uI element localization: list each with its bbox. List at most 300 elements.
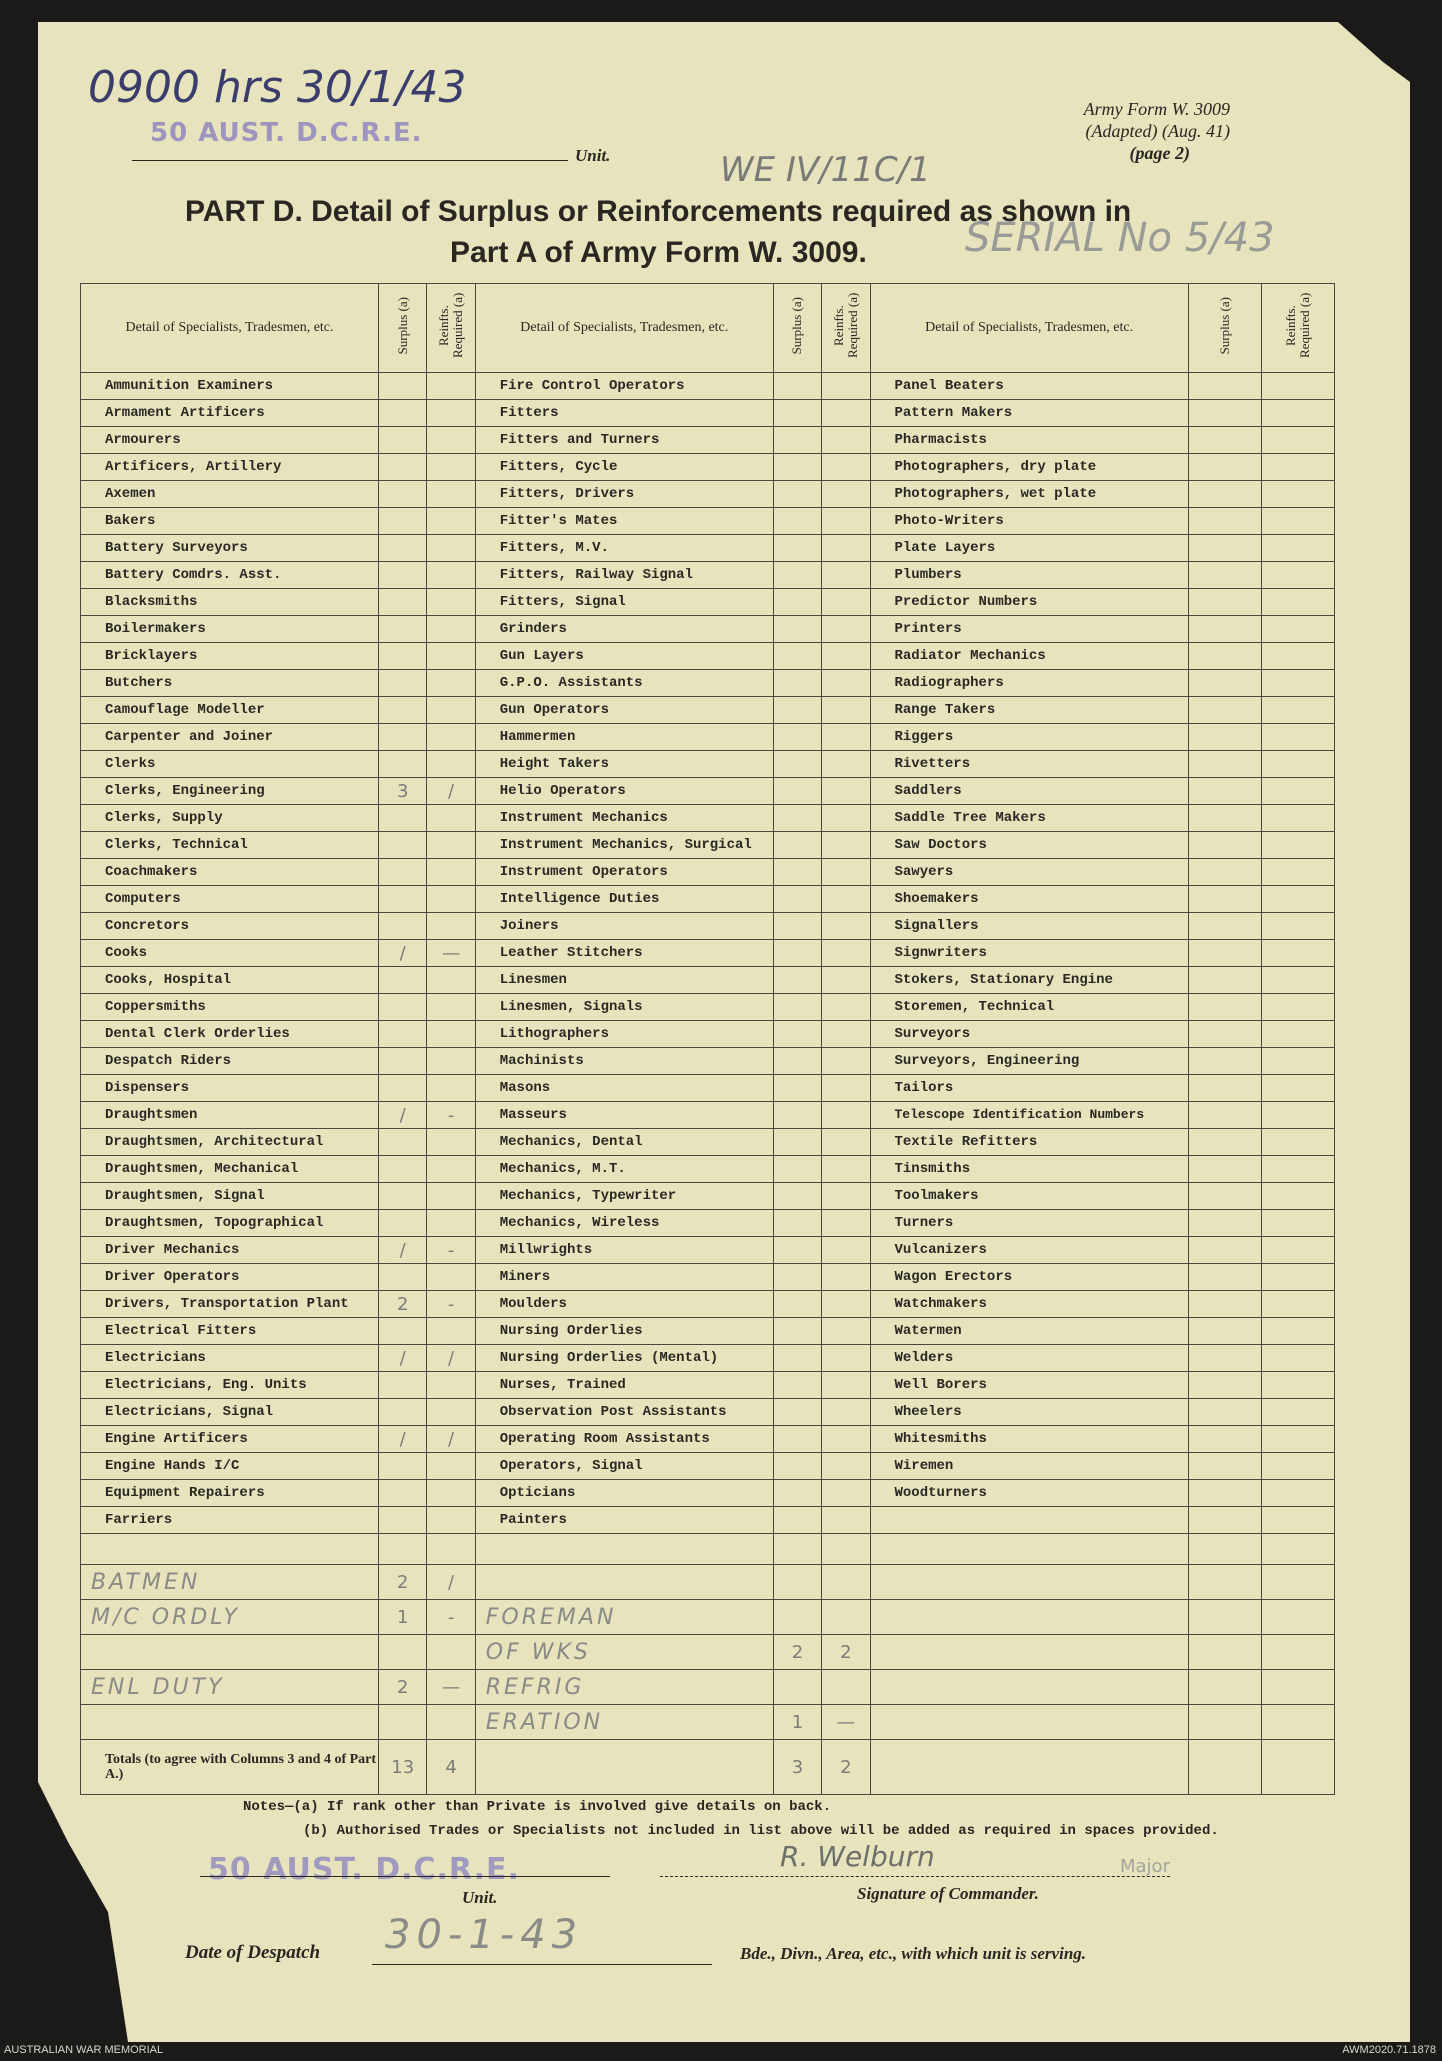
reinfts-cell (427, 859, 475, 886)
reinfts-cell (427, 1156, 475, 1183)
handwritten-row (81, 1670, 1335, 1705)
reinfts-cell (822, 724, 870, 751)
reinfts-cell (822, 886, 870, 913)
reinfts-cell (1261, 1075, 1334, 1102)
surplus-cell (1188, 859, 1261, 886)
trade-name: Coachmakers (81, 859, 379, 886)
surplus-cell (379, 805, 427, 832)
surplus-cell: 1 (379, 1600, 427, 1635)
reinfts-cell (822, 1183, 870, 1210)
form-line-1: Army Form W. 3009 (1083, 99, 1230, 119)
reinfts-cell (427, 535, 475, 562)
trade-name (870, 1507, 1188, 1534)
reinfts-cell (822, 832, 870, 859)
table-row (81, 1183, 1335, 1210)
trade-name: Millwrights (475, 1237, 773, 1264)
surplus-cell (379, 1705, 427, 1740)
reinfts-cell (427, 670, 475, 697)
reinfts-cell: - (427, 1237, 475, 1264)
reinfts-cell (822, 1318, 870, 1345)
trade-name: Lithographers (475, 1021, 773, 1048)
empty-cell (870, 1635, 1188, 1670)
trade-name: Predictor Numbers (870, 589, 1188, 616)
reinfts-cell (1261, 778, 1334, 805)
surplus-cell (379, 427, 427, 454)
reinfts-cell (427, 1048, 475, 1075)
surplus-cell (1188, 616, 1261, 643)
table-row (81, 535, 1335, 562)
trade-name: Painters (475, 1507, 773, 1534)
trade-name: Woodturners (870, 1480, 1188, 1507)
surplus-cell (773, 1345, 821, 1372)
trade-name: Artificers, Artillery (81, 454, 379, 481)
surplus-cell (1188, 1021, 1261, 1048)
handwritten-row (81, 1635, 1335, 1670)
trade-name: Masons (475, 1075, 773, 1102)
surplus-cell (773, 535, 821, 562)
reinfts-cell (822, 1507, 870, 1534)
trade-name: Armourers (81, 427, 379, 454)
trade-name: Clerks, Technical (81, 832, 379, 859)
reinfts-cell (1261, 481, 1334, 508)
surplus-cell (773, 562, 821, 589)
trade-name: Signallers (870, 913, 1188, 940)
surplus-cell (773, 373, 821, 400)
surplus-cell: 2 (379, 1565, 427, 1600)
surplus-cell (1188, 670, 1261, 697)
reinfts-cell: - (427, 1102, 475, 1129)
empty-cell (1261, 1565, 1334, 1600)
surplus-cell (379, 1453, 427, 1480)
surplus-cell: 3 (379, 778, 427, 805)
empty-cell (81, 1534, 379, 1565)
trade-name: Wagon Erectors (870, 1264, 1188, 1291)
reinfts-cell (822, 1453, 870, 1480)
col2-detail-header: Detail of Specialists, Tradesmen, etc. (475, 284, 773, 373)
trade-name: Draughtsmen (81, 1102, 379, 1129)
col3-surplus-header: Surplus (a) (1188, 284, 1261, 373)
reinfts-cell (427, 589, 475, 616)
trade-name: Bakers (81, 508, 379, 535)
trade-name: Intelligence Duties (475, 886, 773, 913)
empty-cell (1261, 1534, 1334, 1565)
reinfts-cell (822, 643, 870, 670)
surplus-cell (773, 481, 821, 508)
reinfts-cell (1261, 535, 1334, 562)
empty-cell (1188, 1534, 1261, 1565)
surplus-cell (379, 616, 427, 643)
surplus-cell (379, 400, 427, 427)
trade-name: Fitters (475, 400, 773, 427)
reinfts-cell (822, 1291, 870, 1318)
table-row (81, 859, 1335, 886)
surplus-cell (379, 859, 427, 886)
trade-name: Surveyors (870, 1021, 1188, 1048)
table-row (81, 1264, 1335, 1291)
reinfts-cell (427, 1635, 475, 1670)
reinfts-cell (427, 913, 475, 940)
surplus-cell (773, 1372, 821, 1399)
surplus-cell (773, 1156, 821, 1183)
surplus-cell (1188, 967, 1261, 994)
table-row (81, 1237, 1335, 1264)
trade-name: Nursing Orderlies (475, 1318, 773, 1345)
empty-cell (379, 1534, 427, 1565)
surplus-cell (379, 697, 427, 724)
date-label: Date of Despatch (185, 1942, 321, 1963)
surplus-cell (773, 1237, 821, 1264)
empty-cell (870, 1600, 1188, 1635)
trade-name: Drivers, Transportation Plant (81, 1291, 379, 1318)
handwritten-trade: OF WKS (475, 1635, 773, 1670)
table-row (81, 724, 1335, 751)
handwritten-row (81, 1565, 1335, 1600)
reinfts-cell (427, 1075, 475, 1102)
empty-cell (870, 1705, 1188, 1740)
trade-name: Despatch Riders (81, 1048, 379, 1075)
surplus-cell (773, 697, 821, 724)
surplus-cell (379, 1210, 427, 1237)
reinfts-cell (1261, 1129, 1334, 1156)
reinfts-cell (1261, 454, 1334, 481)
reinfts-cell (1261, 1399, 1334, 1426)
trade-name: Fitters, Signal (475, 589, 773, 616)
surplus-cell (379, 886, 427, 913)
reinfts-cell (1261, 427, 1334, 454)
table-row (81, 994, 1335, 1021)
reinfts-cell (427, 805, 475, 832)
trade-name: Joiners (475, 913, 773, 940)
date-value: 30-1-43 (385, 1912, 584, 1958)
surplus-cell (1188, 1048, 1261, 1075)
trade-name: Watchmakers (870, 1291, 1188, 1318)
trade-name: Radiator Mechanics (870, 643, 1188, 670)
reinfts-cell (822, 508, 870, 535)
trade-name: Sawyers (870, 859, 1188, 886)
trade-name: Radiographers (870, 670, 1188, 697)
reinfts-cell (822, 454, 870, 481)
trade-name: Well Borers (870, 1372, 1188, 1399)
trade-name: Pattern Makers (870, 400, 1188, 427)
trade-name: Electricians, Eng. Units (81, 1372, 379, 1399)
surplus-cell: / (379, 1345, 427, 1372)
surplus-cell (379, 1399, 427, 1426)
signature-label: Signature of Commander. (857, 1884, 1039, 1903)
reinfts-cell (822, 1156, 870, 1183)
surplus-cell (379, 481, 427, 508)
unit-stamp-top: 50 AUST. D.C.R.E. (150, 118, 423, 148)
surplus-cell (1188, 1507, 1261, 1534)
table-row (81, 940, 1335, 967)
total-surplus: 13 (379, 1740, 427, 1795)
handwritten-row (81, 1600, 1335, 1635)
reinfts-cell (427, 1210, 475, 1237)
surplus-cell (1188, 1183, 1261, 1210)
unit-label-top: Unit. (575, 146, 611, 165)
reinfts-cell (427, 751, 475, 778)
trade-name: Whitesmiths (870, 1426, 1188, 1453)
trade-name: Wheelers (870, 1399, 1188, 1426)
trade-name: Butchers (81, 670, 379, 697)
trade-name: Mechanics, Typewriter (475, 1183, 773, 1210)
trade-name: Watermen (870, 1318, 1188, 1345)
trade-name: Mechanics, Dental (475, 1129, 773, 1156)
reinfts-cell (822, 1565, 870, 1600)
trade-name: Plumbers (870, 562, 1188, 589)
surplus-cell (773, 427, 821, 454)
trade-name: Cooks (81, 940, 379, 967)
surplus-cell (1188, 508, 1261, 535)
note-b: (b) Authorised Trades or Specialists not included in list above will be added as required in spaces provided. (303, 1823, 1219, 1839)
surplus-cell: / (379, 1426, 427, 1453)
reinfts-cell (822, 1129, 870, 1156)
trade-name: Gun Layers (475, 643, 773, 670)
trade-name: Computers (81, 886, 379, 913)
handwritten-row (81, 1705, 1335, 1740)
surplus-cell (773, 967, 821, 994)
surplus-cell (379, 508, 427, 535)
surplus-cell (1188, 373, 1261, 400)
trade-name: Operators, Signal (475, 1453, 773, 1480)
reinfts-cell (1261, 967, 1334, 994)
commander-rank: Major (1120, 1856, 1170, 1877)
surplus-cell (379, 670, 427, 697)
surplus-cell (379, 1318, 427, 1345)
reinfts-cell (822, 1210, 870, 1237)
trade-name: Surveyors, Engineering (870, 1048, 1188, 1075)
surplus-cell: / (379, 1102, 427, 1129)
trade-name: Machinists (475, 1048, 773, 1075)
trade-name: Draughtsmen, Signal (81, 1183, 379, 1210)
reinfts-cell (1261, 1237, 1334, 1264)
reinfts-cell (1261, 1291, 1334, 1318)
reinfts-cell (427, 994, 475, 1021)
surplus-cell (379, 724, 427, 751)
trade-name: Mechanics, Wireless (475, 1210, 773, 1237)
reinfts-cell (427, 1183, 475, 1210)
trade-name: Electrical Fitters (81, 1318, 379, 1345)
empty-cell (1261, 1670, 1334, 1705)
signature-line (660, 1876, 1170, 1877)
trade-name: Shoemakers (870, 886, 1188, 913)
reinfts-cell (427, 454, 475, 481)
trade-name: Photo-Writers (870, 508, 1188, 535)
surplus-cell (1188, 940, 1261, 967)
surplus-cell (1188, 562, 1261, 589)
trade-name: Welders (870, 1345, 1188, 1372)
commander-signature: R. Welburn (780, 1840, 935, 1873)
reinfts-cell (1261, 670, 1334, 697)
reinfts-cell (1261, 724, 1334, 751)
surplus-cell (773, 994, 821, 1021)
trade-name: Instrument Operators (475, 859, 773, 886)
surplus-cell (773, 1399, 821, 1426)
trade-name: Vulcanizers (870, 1237, 1188, 1264)
trade-name: Textile Refitters (870, 1129, 1188, 1156)
table-row (81, 1453, 1335, 1480)
surplus-cell (1188, 1372, 1261, 1399)
table-row (81, 913, 1335, 940)
surplus-cell (1188, 1318, 1261, 1345)
trade-name: Clerks, Engineering (81, 778, 379, 805)
col1-reinfts-header: Reinfts. Required (a) (427, 284, 475, 373)
surplus-cell (379, 1372, 427, 1399)
reinfts-cell (1261, 859, 1334, 886)
table-row (81, 1156, 1335, 1183)
surplus-cell: / (379, 940, 427, 967)
trade-name: Armament Artificers (81, 400, 379, 427)
table-row (81, 1048, 1335, 1075)
trade-name: Driver Operators (81, 1264, 379, 1291)
reinfts-cell (1261, 1372, 1334, 1399)
trade-name: Camouflage Modeller (81, 697, 379, 724)
empty-cell (870, 1670, 1188, 1705)
reinfts-cell (822, 967, 870, 994)
reinfts-cell (1261, 1156, 1334, 1183)
surplus-cell (773, 886, 821, 913)
reinfts-cell (1261, 697, 1334, 724)
surplus-cell (379, 373, 427, 400)
reinfts-cell (427, 1705, 475, 1740)
trade-name: Turners (870, 1210, 1188, 1237)
trade-name: Wiremen (870, 1453, 1188, 1480)
reinfts-cell (1261, 832, 1334, 859)
surplus-cell (773, 1426, 821, 1453)
trade-name: Coppersmiths (81, 994, 379, 1021)
surplus-cell: 2 (379, 1291, 427, 1318)
reinfts-cell (427, 697, 475, 724)
reinfts-cell (1261, 589, 1334, 616)
reinfts-cell (427, 508, 475, 535)
reinfts-cell (1261, 643, 1334, 670)
surplus-cell (773, 1453, 821, 1480)
table-row (81, 1426, 1335, 1453)
reinfts-cell (822, 778, 870, 805)
table-row (81, 778, 1335, 805)
empty-cell (1188, 1670, 1261, 1705)
surplus-cell (773, 616, 821, 643)
surplus-cell (379, 832, 427, 859)
surplus-cell (773, 724, 821, 751)
trade-name: Moulders (475, 1291, 773, 1318)
surplus-cell (773, 1264, 821, 1291)
reinfts-cell (1261, 373, 1334, 400)
reinfts-cell (822, 1075, 870, 1102)
surplus-cell (379, 1021, 427, 1048)
reinfts-cell (427, 1399, 475, 1426)
surplus-cell (1188, 778, 1261, 805)
trade-name: Hammermen (475, 724, 773, 751)
trade-name: Signwriters (870, 940, 1188, 967)
trade-name: Saddle Tree Makers (870, 805, 1188, 832)
trade-name: Printers (870, 616, 1188, 643)
reinfts-cell (1261, 400, 1334, 427)
trade-name: Toolmakers (870, 1183, 1188, 1210)
col1-detail-header: Detail of Specialists, Tradesmen, etc. (81, 284, 379, 373)
surplus-cell (379, 751, 427, 778)
form-reference (1010, 98, 1230, 164)
surplus-cell (379, 994, 427, 1021)
table-row (81, 1291, 1335, 1318)
surplus-cell (1188, 1480, 1261, 1507)
handwritten-trade: FOREMAN (475, 1600, 773, 1635)
trade-name: Rivetters (870, 751, 1188, 778)
surplus-cell (773, 1048, 821, 1075)
trade-name: Storemen, Technical (870, 994, 1188, 1021)
trade-name: Electricians, Signal (81, 1399, 379, 1426)
empty-cell (1261, 1705, 1334, 1740)
form-title-line1: PART D. Detail of Surplus or Reinforcements required as shown in (185, 195, 1132, 228)
handwritten-trade: BATMEN (81, 1565, 379, 1600)
reinfts-cell (822, 1048, 870, 1075)
form-line-2: (Adapted) (Aug. 41) (1085, 121, 1230, 141)
trade-name: Concretors (81, 913, 379, 940)
table-row (81, 1318, 1335, 1345)
table-row (81, 400, 1335, 427)
reinfts-cell (427, 616, 475, 643)
trade-name: Pharmacists (870, 427, 1188, 454)
reinfts-cell: / (427, 1426, 475, 1453)
trade-name: Electricians (81, 1345, 379, 1372)
surplus-cell (1188, 535, 1261, 562)
trade-name: Nurses, Trained (475, 1372, 773, 1399)
table-row (81, 589, 1335, 616)
reinfts-cell (1261, 562, 1334, 589)
empty-cell (870, 1740, 1188, 1795)
archive-left: AUSTRALIAN WAR MEMORIAL (4, 2044, 164, 2056)
unit-stamp-bottom: 50 AUST. D.C.R.E. (208, 1852, 520, 1887)
table-row (81, 643, 1335, 670)
reinfts-cell (427, 1480, 475, 1507)
spacer-row (81, 1534, 1335, 1565)
reinfts-cell (1261, 913, 1334, 940)
empty-cell (1188, 1565, 1261, 1600)
reinfts-cell (1261, 1021, 1334, 1048)
reinfts-cell (1261, 940, 1334, 967)
surplus-cell (773, 1507, 821, 1534)
trade-name: Engine Artificers (81, 1426, 379, 1453)
surplus-cell (773, 1670, 821, 1705)
trade-name: Ammunition Examiners (81, 373, 379, 400)
trade-name: Grinders (475, 616, 773, 643)
reinfts-cell (427, 967, 475, 994)
surplus-cell (1188, 1426, 1261, 1453)
reinfts-cell (822, 1372, 870, 1399)
reinfts-cell: 2 (822, 1635, 870, 1670)
reinfts-cell (1261, 1453, 1334, 1480)
surplus-cell: 2 (773, 1635, 821, 1670)
reinfts-cell (427, 1372, 475, 1399)
surplus-cell (1188, 805, 1261, 832)
col1-surplus-header: Surplus (a) (379, 284, 427, 373)
trade-name: Blacksmiths (81, 589, 379, 616)
trade-name: Tailors (870, 1075, 1188, 1102)
trade-name: Battery Surveyors (81, 535, 379, 562)
surplus-cell (773, 913, 821, 940)
reinfts-cell (822, 859, 870, 886)
table-row (81, 1399, 1335, 1426)
surplus-cell (379, 454, 427, 481)
surplus-cell (379, 1048, 427, 1075)
trade-name: Operating Room Assistants (475, 1426, 773, 1453)
surplus-cell (773, 1183, 821, 1210)
table-row (81, 967, 1335, 994)
trade-name: Linesmen, Signals (475, 994, 773, 1021)
surplus-cell (773, 589, 821, 616)
handwritten-trade: ERATION (475, 1705, 773, 1740)
reinfts-cell (822, 1237, 870, 1264)
handwritten-trade (81, 1705, 379, 1740)
